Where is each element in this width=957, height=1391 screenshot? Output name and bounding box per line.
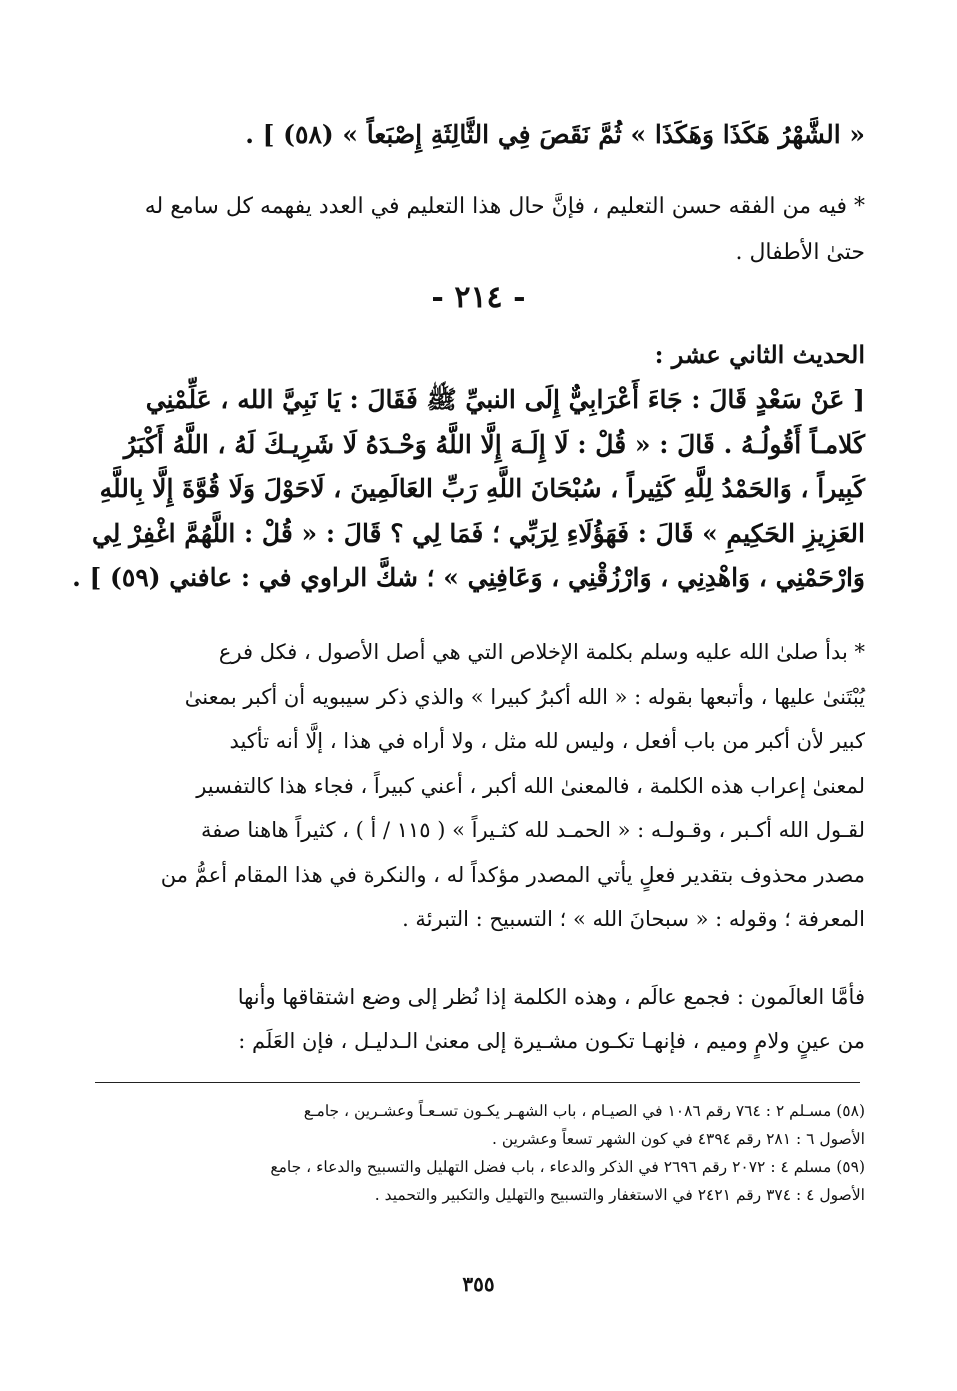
commentary-paragraph-3 — [85, 975, 865, 1063]
text-line: [ عَنْ سَعْدٍ قَالَ : جَاءَ أَعْرَابِيٌّ إِلَى النبيِّ ﷺ فَقَالَ : يَا نَبِيَّ الله ، عَلِّمْنِي — [145, 385, 865, 414]
text-line: العَزِيزِ الحَكِيمِ » قَالَ : فَهَؤُلَاءِ لِرَبِّي ؛ فَمَا لِي ؟ قَالَ : « قُلْ : اللَّهُمَّ اغْفِرْ لِي — [91, 518, 865, 548]
footnote-line: (٥٩) مسلم ٤ : ٢٠٧٢ رقم ٢٦٩٦ في الذكر والدعاء ، باب فضل التهليل والتسبيح والدعاء ، جامع — [270, 1158, 865, 1176]
page-number: ٣٥٥ — [462, 1272, 495, 1296]
text-line: وَارْحَمْنِي ، وَاهْدِنِي ، وَارْزُقْنِي ، وَعَافِنِي » ؛ شكَّ الراوي في : عافني (٥٩) ] . — [72, 563, 865, 592]
text-line: يُبْتَنىٰ عليها ، وأتبعها بقوله : « الله أكبرُ كبيرا » والذي ذكر سيبويه أن أكبر بمعنىٰ — [184, 684, 865, 709]
footnote-line: الأصول ٦ : ٢٨١ رقم ٤٣٩٤ في كون الشهر تسعاً وعشرين . — [491, 1130, 865, 1148]
hadith-ending-line — [85, 112, 865, 158]
text-line: كَلامـاً أَقُولُـهُ . قَالَ : « قُلْ : لَا إِلَـهَ إِلَّا اللَّهُ وَحْـدَهُ لَا شَرِيـكَ لَهُ ، اللَّهُ أَكْبَرُ — [123, 429, 865, 459]
commentary-paragraph-2 — [85, 630, 865, 942]
text-line: كبير لأن أكبر من باب أفعل ، وليس لله مثل ، ولا أراه في هذا ، إلَّا أنه تأكيد — [229, 729, 865, 753]
text-line: كَبِيراً ، وَالحَمْدُ لِلَّهِ كَثِيراً ، سُبْحَانَ اللَّهِ رَبِّ العَالَمِينَ ، لَاحَوْلَ وَلَا قُوَّةَ إِلَّا بِاللَّهِ — [99, 474, 865, 503]
footnote-separator — [95, 1082, 860, 1083]
hadith-number-heading: - ٢١٤ - — [431, 280, 526, 315]
footnotes — [85, 1097, 865, 1209]
commentary-paragraph-1 — [85, 184, 865, 276]
text-line: فأمَّا العالَمون : فجمع عالَم ، وهذه الكلمة إذا نُظر إلى وضع اشتقاقها وأنها — [237, 985, 865, 1009]
text-line: * بدأ صلىٰ الله عليه وسلم بكلمة الإخلاص التي هي أصل الأصول ، فكل فرع — [218, 640, 865, 664]
text-line: * فيه من الفقه حسن التعليم ، فإنَّ حال هذا التعليم في العدد يفهمه كل سامع له — [144, 194, 865, 219]
text-line: « الشَّهْرُ هَكَذَا وَهَكَذَا » ثُمَّ نَقَصَ فِي الثَّالِثَةِ إِصْبَعاً » (٥٨) ] . — [245, 120, 865, 149]
text-line: مصدر محذوف بتقدير فعلٍ يأتي المصدر مؤكداً له ، والنكرة في هذا المقام أعمُّ من — [160, 862, 865, 887]
text-line: المعرفة ؛ وقوله : « سبحانَ الله » ؛ التسبيح : التبرئة . — [402, 907, 865, 931]
text-line: حتىٰ الأطفال . — [735, 240, 865, 265]
text-line: لقـول الله أكـبر ، وقـولـه : « الحمـد لله كثـيراً » ( ١١٥ / أ ) ، كثيراً هاهنا صفة — [201, 818, 865, 842]
text-line: الحديث الثاني عشر : — [654, 340, 865, 369]
footnote-line: (٥٨) مسـلم ٢ : ٧٦٤ رقم ١٠٨٦ في الصيـام ، باب الشهـر يكـون تسـعـاً وعشـرين ، جامـع — [303, 1102, 865, 1120]
text-line: لمعنىٰ إعراب هذه الكلمة ، فالمعنىٰ الله أكبر ، أعني كبيراً ، فجاء هذا كالتفسير — [196, 773, 865, 798]
footnote-line: الأصول ٤ : ٣٧٤ رقم ٢٤٢١ في الاستغفار والتسبيح والتهليل والتكبير والتحميد . — [374, 1186, 865, 1204]
hadith-text-block — [72, 378, 865, 601]
hadith-title — [85, 335, 865, 375]
text-line: من عينٍ ولامٍ وميم ، فإنهـا تكـون مشـيرة إلى معنىٰ الـدليـل ، فإن العَلَم : — [238, 1029, 865, 1053]
